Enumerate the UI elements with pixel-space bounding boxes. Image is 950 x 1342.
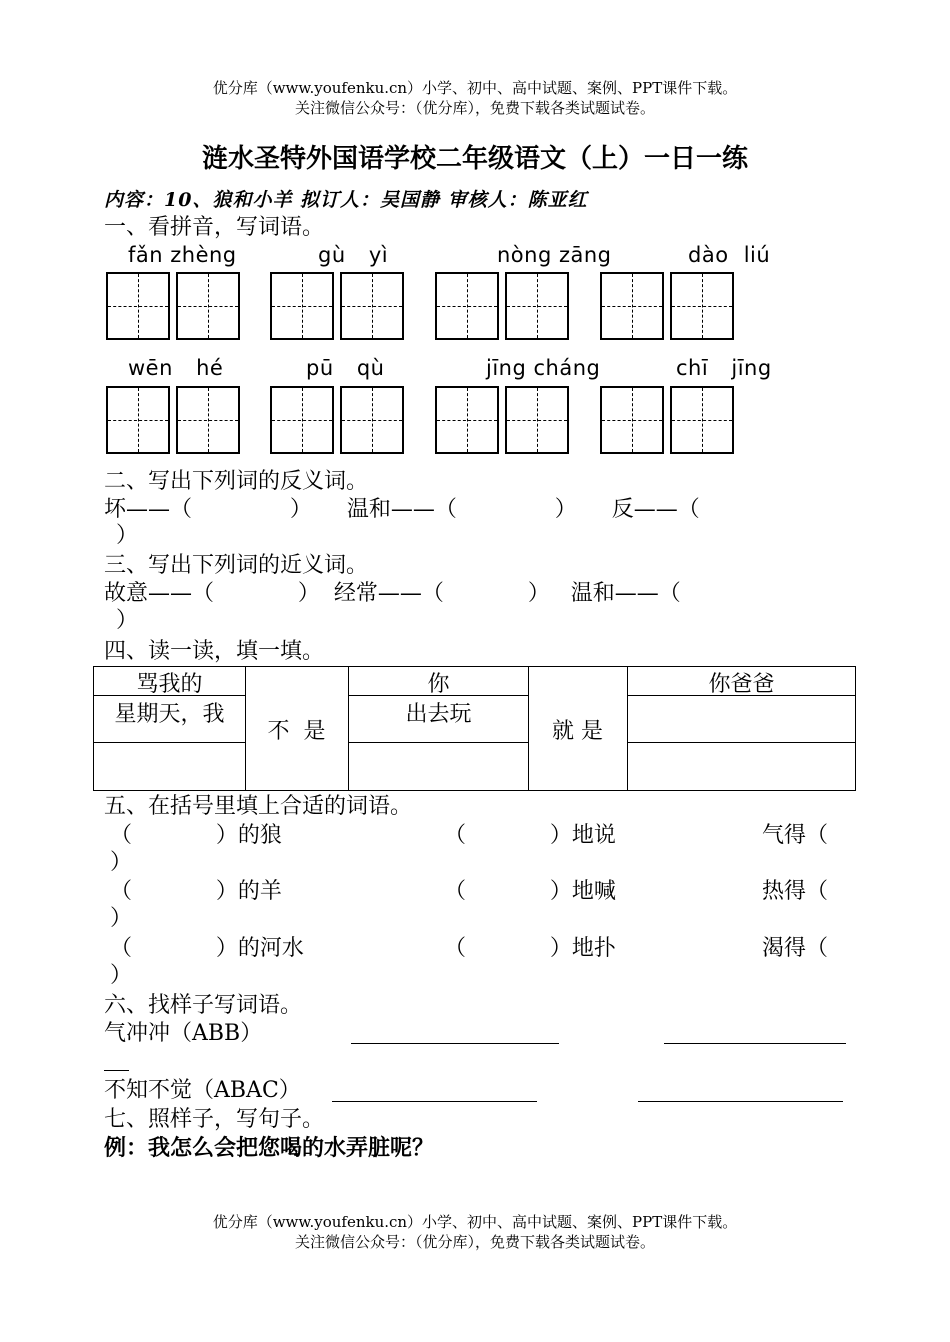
fill-item: （ ）地喊	[444, 879, 616, 904]
pinyin-1-1: fǎn zhèng	[128, 243, 237, 267]
page-title: 涟水圣特外国语学校二年级语文（上）一日一练	[201, 144, 748, 174]
fill-item: 渴得（	[762, 936, 829, 961]
pinyin-2-1: wēn hé	[128, 356, 224, 380]
fill-close: ）	[110, 850, 133, 875]
fill-item: （ ）的狼	[110, 823, 282, 848]
writing-box[interactable]	[505, 272, 569, 340]
pinyin-2-2: pū qù	[306, 356, 385, 380]
antonym-line: 坏——（ ） 温和——（ ） 反——（	[104, 497, 700, 522]
section-3-heading: 三、写出下列词的近义词。	[104, 553, 369, 578]
writing-box[interactable]	[340, 272, 404, 340]
writing-box[interactable]	[106, 386, 170, 454]
section-6-heading: 六、找样子写词语。	[104, 993, 303, 1018]
section-7-heading: 七、照样子，写句子。	[104, 1107, 325, 1132]
fill-item: （ ）的羊	[110, 879, 282, 904]
answer-line[interactable]	[664, 1043, 846, 1044]
section-2-heading: 二、写出下列词的反义词。	[104, 469, 369, 494]
writing-box[interactable]	[670, 272, 734, 340]
pinyin-1-3: nòng zāng	[497, 243, 612, 267]
answer-line-wrap	[104, 1070, 129, 1071]
fill-close: ）	[110, 906, 133, 931]
table-cell: 出去玩	[405, 702, 472, 727]
section-4-heading: 四、读一读，填一填。	[104, 639, 325, 664]
writing-box[interactable]	[435, 272, 499, 340]
answer-line[interactable]	[638, 1101, 843, 1102]
pinyin-2-4: chī jīng	[676, 356, 772, 380]
fill-item: （ ）地说	[444, 823, 616, 848]
writing-box[interactable]	[176, 272, 240, 340]
table-cell: 星期天，我	[114, 702, 225, 727]
writing-box[interactable]	[505, 386, 569, 454]
fill-close: ）	[110, 963, 133, 988]
fill-item: 气得（	[762, 823, 829, 848]
table-cell: 你爸爸	[708, 672, 775, 697]
section-1-heading: 一、看拼音，写词语。	[104, 215, 325, 240]
pinyin-2-3: jīng cháng	[486, 356, 601, 380]
writing-box[interactable]	[106, 272, 170, 340]
table-cell: 骂我的	[136, 672, 203, 697]
writing-box[interactable]	[435, 386, 499, 454]
writing-box[interactable]	[270, 386, 334, 454]
writing-box[interactable]	[270, 272, 334, 340]
info-line: 内容：10、狼和小羊 拟订人：吴国静 审核人：陈亚红	[104, 189, 588, 211]
answer-line[interactable]	[332, 1101, 537, 1102]
section-5-heading: 五、在括号里填上合适的词语。	[104, 794, 413, 819]
pattern-abb: 气冲冲（ABB）	[104, 1021, 263, 1046]
writing-box[interactable]	[176, 386, 240, 454]
writing-box[interactable]	[600, 386, 664, 454]
pinyin-1-2: gù yì	[318, 243, 389, 267]
table-cell: 不 是	[267, 719, 326, 744]
fill-item: （ ）的河水	[110, 936, 304, 961]
answer-line[interactable]	[351, 1043, 559, 1044]
header-line-2: 关注微信公众号：（优分库），免费下载各类试题试卷。	[294, 99, 655, 117]
writing-box[interactable]	[340, 386, 404, 454]
fill-item: （ ）地扑	[444, 936, 616, 961]
synonym-close: ）	[116, 608, 139, 633]
table-cell: 你	[427, 672, 450, 697]
pinyin-1-4: dào liú	[688, 243, 771, 267]
header-line-1: 优分库（www.youfenku.cn）小学、初中、高中试题、案例、PPT课件下载。	[212, 79, 738, 97]
footer-line-1: 优分库（www.youfenku.cn）小学、初中、高中试题、案例、PPT课件下载。	[212, 1213, 738, 1231]
example-sentence: 例：我怎么会把您喝的水弄脏呢？	[104, 1135, 435, 1161]
antonym-close: ）	[116, 523, 139, 548]
writing-box[interactable]	[670, 386, 734, 454]
table-cell: 就 是	[552, 719, 603, 744]
footer-line-2: 关注微信公众号：（优分库），免费下载各类试题试卷。	[294, 1233, 655, 1251]
pattern-abac: 不知不觉（ABAC）	[104, 1078, 301, 1103]
writing-box[interactable]	[600, 272, 664, 340]
synonym-line: 故意——（ ） 经常——（ ） 温和——（	[104, 581, 681, 606]
fill-item: 热得（	[762, 879, 829, 904]
